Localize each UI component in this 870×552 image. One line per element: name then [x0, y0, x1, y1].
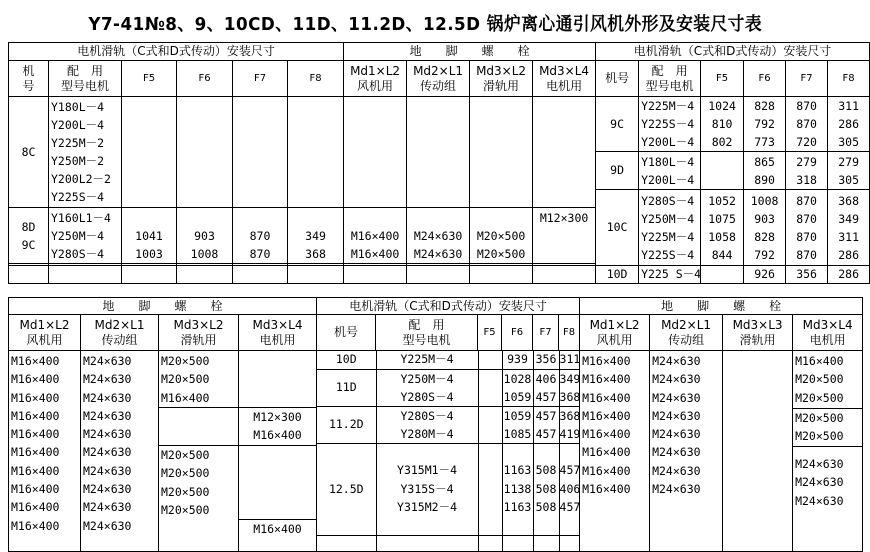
rail-header-left: 电机滑轨（C式和D式传动）安装尺寸 [9, 43, 344, 61]
table-cell-f6: 1028 1059 [502, 369, 533, 406]
table-cell-empty [122, 97, 177, 208]
table-cell-f8: 349 368 [288, 208, 344, 264]
table-cell-empty [407, 266, 470, 284]
table-cell-empty [177, 266, 233, 284]
table-cell-bolt-rail: M20×500 M20×500 [470, 208, 533, 264]
table-cell-f6: 828 792 773 [744, 97, 786, 152]
table-cell-f8: 368 349 311 286 [828, 190, 870, 266]
table-cell-bolt-fan: M16×400 M16×400 M16×400 M16×400 M16×400 M16×400 M16×400 M16×400 M16×400 M16×400 [9, 351, 81, 552]
table-cell-f6: 903 1008 [177, 208, 233, 264]
table-cell-jihao: 9D [596, 152, 639, 190]
table-cell-f5: 1041 1003 [122, 208, 177, 264]
table-cell-empty [533, 266, 596, 284]
table-cell-empty [233, 97, 288, 208]
table-cell-f7: 406 457 [533, 369, 559, 406]
table-cell-f7: 279 318 [786, 152, 828, 190]
col-bolt-motor: Md3×L4 电机用 [533, 61, 596, 97]
table-cell-f7: 356 [786, 266, 828, 284]
table-cell-empty [317, 535, 376, 551]
col-bolt-motor: Md3×L4 电机用 [239, 315, 317, 351]
table-cell-f5 [701, 152, 744, 190]
col-motor-right: 配 用 型号电机 [639, 61, 701, 97]
col-bolt-drive: Md2×L1 传动组 [81, 315, 159, 351]
table-cell-empty [559, 535, 580, 551]
col-bolt-rail-right: Md3×L3 滑轨用 [723, 315, 793, 351]
table-cell-empty [533, 535, 559, 551]
table-cell-jihao: 10C [596, 190, 639, 266]
col-motor: 配 用 型号电机 [49, 61, 122, 97]
col-jihao-right: 机号 [596, 61, 639, 97]
table-cell-f6: 1163 1138 1163 [502, 443, 533, 535]
table-cell-empty [177, 97, 233, 208]
table-cell-bolt-rail: M20×500 M20×500 M16×400 [159, 351, 238, 408]
table-cell-motors: Y315M1－4 Y315S－4 Y315M2－4 [376, 443, 478, 535]
table-cell-jihao: 8C [9, 97, 49, 208]
table-cell-f7: 508 508 508 [533, 443, 559, 535]
table-cell-bolt-motor: M16×400 [253, 522, 302, 536]
table-cell-jihao: 11.2D [317, 406, 376, 443]
col-f6: F6 [502, 315, 533, 351]
table-cell-empty [470, 266, 533, 284]
col-f5: F5 [478, 315, 502, 351]
table-cell-bolt-fan: M16×400 M16×400 [344, 208, 407, 264]
table-cell-bolt-fan-right: M16×400 M16×400 M16×400 M16×400 M16×400 M16×400 M16×400 M16×400 [580, 351, 650, 552]
col-f5-right: F5 [701, 61, 744, 97]
table-cell-f7: 457 457 [533, 406, 559, 443]
col-bolt-motor-right: Md3×L4 电机用 [793, 315, 863, 351]
table-cell-f8: 286 [828, 266, 870, 284]
col-f7-right: F7 [786, 61, 828, 97]
table-cell-motors: Y180L－4 Y200L－4 [639, 152, 701, 190]
table-cell-bolt-motor: M12×300 [533, 208, 596, 264]
col-f5: F5 [122, 61, 177, 97]
table-cell-f8: 279 305 [828, 152, 870, 190]
table-cell-empty [9, 266, 49, 284]
table-cell-bolt-rail: M20×500 M20×500 M20×500 M20×500 [161, 448, 210, 517]
table-cell-empty [233, 266, 288, 284]
table-cell-bolt-drive: M24×630 M24×630 M24×630 M24×630 M24×630 M24×630 M24×630 M24×630 M24×630 M24×630 [81, 351, 159, 552]
table-cell-motors: Y225M－4 Y225S－4 Y200L－4 [639, 97, 701, 152]
table-cell-bolt-drive: M24×630 M24×630 [407, 208, 470, 264]
table-cell-f7: 356 [533, 351, 559, 369]
rail-header-mid: 电机滑轨（C式和D式传动）安装尺寸 [317, 298, 580, 315]
table-cell-empty [478, 406, 502, 443]
table-cell-jihao: 10D [317, 351, 376, 369]
table-cell-motors: Y280S－4 Y250M－4 Y225M－4 Y225S－4 [639, 190, 701, 266]
col-f6-right: F6 [744, 61, 786, 97]
rail-header-right: 电机滑轨（C式和D式传动）安装尺寸 [596, 43, 870, 61]
col-bolt-fan-right: Md1×L2 风机用 [580, 315, 650, 351]
col-bolt-drive-right: Md2×L1 传动组 [650, 315, 723, 351]
table-cell-f7: 870 870 720 [786, 97, 828, 152]
table-cell-f8: 368 419 [559, 406, 580, 443]
table-cell-motors: Y180L－4 Y200L－4 Y225M－2 Y250M－2 Y200L2－2 Y225S－4 [49, 97, 122, 208]
table-cell-jihao: 10D [596, 266, 639, 284]
table-cell-empty [49, 266, 122, 284]
table-cell-f8: 311 [559, 351, 580, 369]
col-bolt-rail: Md3×L2 滑轨用 [470, 61, 533, 97]
table-cell-f6: 939 [502, 351, 533, 369]
table-cell-empty [502, 535, 533, 551]
table-cell-f7: 870 870 [233, 208, 288, 264]
col-f8: F8 [559, 315, 580, 351]
table-cell-f5 [701, 266, 744, 284]
table-cell-motors: Y225M－4 [376, 351, 478, 369]
table-cell-empty [376, 535, 478, 551]
bolts-header: 地 脚 螺 栓 [344, 43, 596, 61]
table-cell-f5: 1024 810 802 [701, 97, 744, 152]
table-cell-empty [288, 97, 344, 208]
col-bolt-fan: Md1×L2 风机用 [9, 315, 81, 351]
table-cell-bolt-motor-right: M24×630 M24×630 M24×630 [795, 457, 844, 508]
table-cell-f5: 1052 1075 1058 844 [701, 190, 744, 266]
table-cell-bolt-motor-right: M16×400 M20×500 M20×500 [793, 351, 862, 409]
table-cell-bolt-motor-right: M20×500 M20×500 [793, 409, 862, 447]
table-cell-f6: 1008 903 828 792 [744, 190, 786, 266]
col-bolt-drive: Md2×L1 传动组 [407, 61, 470, 97]
table-cell-f8: 349 368 [559, 369, 580, 406]
bolts-header-right: 地 脚 螺 栓 [580, 298, 863, 315]
table-cell-f8: 457 406 457 [559, 443, 580, 535]
table-cell-motors: Y250M－4 Y280S－4 [376, 369, 478, 406]
table-cell-empty [478, 369, 502, 406]
table-cell-jihao: 8D 9C [9, 208, 49, 264]
table-cell-motors: Y280S－4 Y280M－4 [376, 406, 478, 443]
page-title: Y7-41№8、9、10CD、11D、11.2D、12.5D 锅炉离心通引风机外形及安装尺寸表 [88, 14, 762, 35]
table-cell-empty [288, 266, 344, 284]
table-cell-empty [478, 443, 502, 535]
col-jihao: 机 号 [9, 61, 49, 97]
table-cell-empty [478, 351, 502, 369]
table-cell-f7: 870 870 870 870 [786, 190, 828, 266]
table-cell-motors: Y160L1－4 Y250M－4 Y280S－4 [49, 208, 122, 264]
table-cell-motors: Y225 S－4 [639, 266, 701, 284]
col-f8: F8 [288, 61, 344, 97]
table-cell-f6: 926 [744, 266, 786, 284]
table-cell-empty [478, 535, 502, 551]
col-bolt-rail: Md3×L2 滑轨用 [159, 315, 239, 351]
install-table-bottom [8, 297, 863, 552]
table-cell-f6: 865 890 [744, 152, 786, 190]
table-cell-bolt-drive-right: M24×630 M24×630 M24×630 M24×630 M24×630 M24×630 M24×630 M24×630 [650, 351, 723, 552]
table-cell-empty [344, 97, 407, 208]
table-cell-f6: 1059 1085 [502, 406, 533, 443]
col-f7: F7 [233, 61, 288, 97]
table-cell-empty [470, 97, 533, 208]
table-cell-f8: 311 286 305 [828, 97, 870, 152]
table-cell-jihao: 12.5D [317, 443, 376, 535]
table-cell-empty [533, 97, 596, 208]
col-f8-right: F8 [828, 61, 870, 97]
col-f6: F6 [177, 61, 233, 97]
table-cell-empty [407, 97, 470, 208]
table-cell-empty [344, 266, 407, 284]
col-motor: 配 用 型号电机 [376, 315, 478, 351]
table-cell-jihao: 11D [317, 369, 376, 406]
col-f7: F7 [533, 315, 559, 351]
install-table-top [8, 42, 870, 284]
table-cell-jihao: 9C [596, 97, 639, 152]
table-cell-empty [122, 266, 177, 284]
table-cell-empty [723, 351, 793, 552]
col-jihao: 机号 [317, 315, 376, 351]
col-bolt-fan: Md1×L2 风机用 [344, 61, 407, 97]
table-cell-bolt-motor: M12×300 M16×400 [239, 408, 316, 446]
bolts-header-left: 地 脚 螺 栓 [9, 298, 317, 315]
